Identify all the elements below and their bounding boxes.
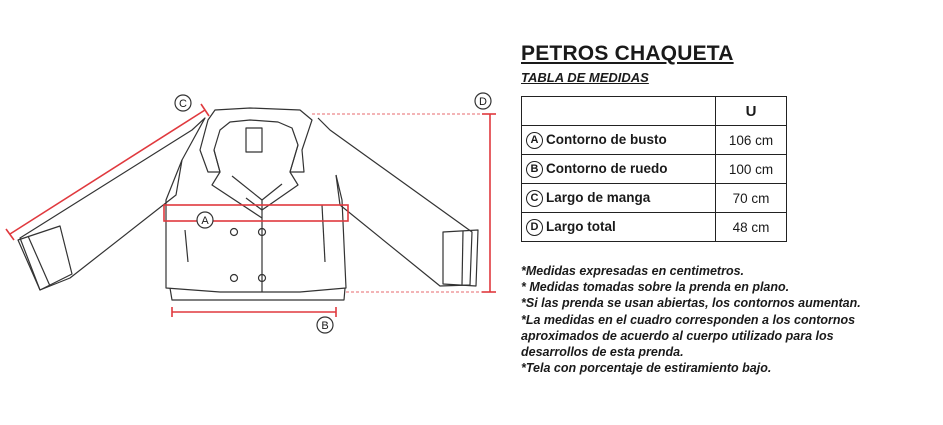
table-row (522, 184, 787, 213)
measurements-table (521, 96, 787, 242)
row-value: 106 cm (716, 126, 787, 155)
row-value: 70 cm (716, 184, 787, 213)
row-label (522, 155, 716, 184)
row-label (522, 184, 716, 213)
row-label-text: Largo total (546, 218, 616, 234)
label-d: D (479, 96, 487, 108)
note-line: *Tela con porcentaje de estiramiento bajo. (521, 361, 772, 376)
right-cuff (443, 230, 478, 286)
page-title: PETROS CHAQUETA (521, 42, 734, 65)
right-lapel (246, 145, 298, 210)
note-line: *Si las prenda se usan abiertas, los contornos aumentan. (521, 296, 861, 311)
label-c: C (179, 98, 187, 110)
row-label (522, 213, 716, 242)
measure-c-line (10, 110, 205, 234)
letter-badge: B (526, 161, 543, 178)
left-lapel (212, 150, 262, 218)
row-label-text: Contorno de ruedo (546, 160, 668, 176)
row-label-text: Contorno de busto (546, 131, 667, 147)
notes (521, 263, 861, 376)
note-line: * Medidas tomadas sobre la prenda en plano. (521, 280, 790, 295)
jacket-body (166, 160, 346, 292)
letter-badge: C (526, 190, 543, 207)
label-b: B (321, 320, 329, 332)
row-value: 48 cm (716, 213, 787, 242)
table-row (522, 213, 787, 242)
table-row (522, 126, 787, 155)
hanger-tag (246, 128, 262, 152)
note-line: aproximados de acuerdo al cuerpo utilizado para los (521, 328, 834, 343)
table-row (522, 155, 787, 184)
label-a: A (201, 215, 209, 227)
table-header-row (522, 97, 787, 126)
row-label (522, 126, 716, 155)
table-subtitle: TABLA DE MEDIDAS (521, 70, 649, 85)
letter-badge: D (526, 219, 543, 236)
right-sleeve (318, 118, 472, 286)
letter-badge: A (526, 132, 543, 149)
measure-a-line (164, 205, 348, 221)
row-label-text: Largo de manga (546, 189, 651, 205)
note-line: desarrollos de esta prenda. (521, 345, 684, 360)
row-value: 100 cm (716, 155, 787, 184)
note-line: *Medidas expresadas en centimetros. (521, 264, 745, 278)
note-line: *La medidas en el cuadro corresponden a los contornos (521, 312, 856, 327)
left-sleeve (20, 118, 205, 290)
header-empty-cell (522, 97, 716, 126)
size-header: U (716, 97, 787, 126)
